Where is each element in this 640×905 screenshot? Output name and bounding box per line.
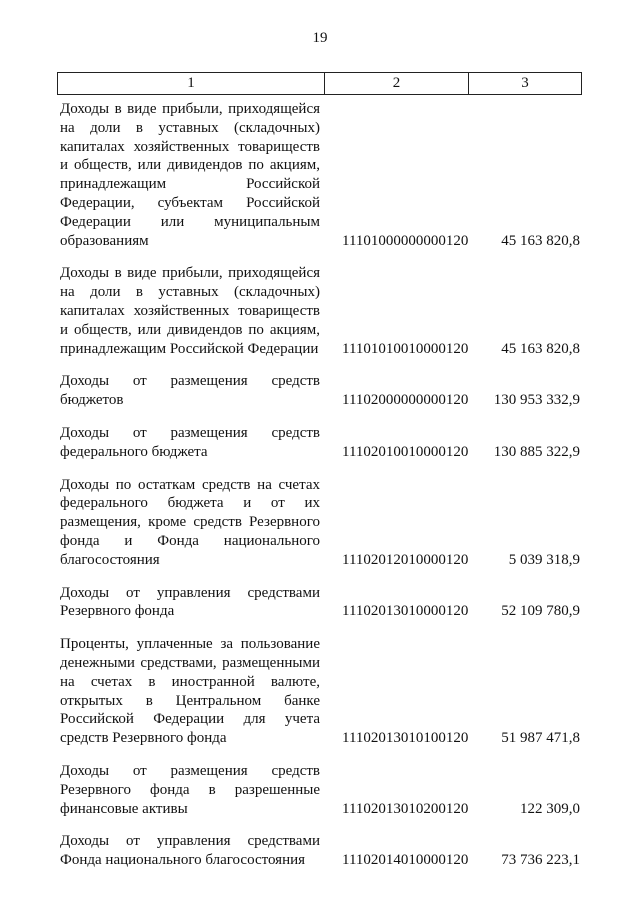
row-code: 11102010010000120 [342, 443, 469, 460]
column-header-2: 2 [325, 73, 469, 94]
table-row [60, 424, 580, 462]
row-amount: 73 736 223,1 [501, 852, 580, 869]
page-number: 19 [312, 30, 328, 46]
row-description: Доходы от управления средствами Резервного фонда [60, 584, 320, 620]
row-description: Доходы от размещения средств Резервного фонда в разрешенные финансовые активы [60, 762, 320, 817]
table-row [60, 476, 580, 570]
table-row [60, 264, 580, 358]
table-row [60, 762, 580, 818]
table-header-row [57, 72, 582, 95]
row-description: Доходы по остаткам средств на счетах федерального бюджета и от их размещения, кроме средств Резервного фонда и Фонда национального благосостояния [60, 476, 320, 568]
row-code: 11101000000000120 [342, 232, 469, 249]
row-code: 11102012010000120 [342, 551, 469, 568]
row-code: 11102000000000120 [342, 392, 469, 409]
column-header-3: 3 [521, 75, 529, 91]
row-description: Доходы от размещения средств федерального бюджета [60, 424, 320, 460]
table-row [60, 832, 580, 870]
row-amount: 51 987 471,8 [501, 730, 580, 747]
table-body [60, 100, 580, 884]
row-description: Доходы от размещения средств бюджетов [60, 373, 320, 409]
row-amount: 52 109 780,9 [501, 603, 580, 620]
row-description: Доходы от управления средствами Фонда национального благосостояния [60, 833, 320, 869]
row-description: Доходы в виде прибыли, приходящейся на доли в уставных (складочных) капиталах хозяйственных товариществ и обществ, или дивидендов по акциям, принадлежащим Российской Федерации, субъектам Российской Федерации или муниципальным образованиям [60, 101, 320, 249]
table-row [60, 372, 580, 410]
row-amount: 45 163 820,8 [501, 232, 580, 249]
table-row [60, 100, 580, 250]
row-code: 11101010010000120 [342, 340, 469, 357]
row-description: Доходы в виде прибыли, приходящейся на доли в уставных (складочных) капиталах хозяйственных товариществ и обществ, или дивидендов по акциям, принадлежащим Российской Федерации [60, 265, 320, 357]
table-row [60, 584, 580, 622]
row-code: 11102013010200120 [342, 800, 469, 817]
row-code: 11102013010100120 [342, 730, 469, 747]
row-amount: 122 309,0 [520, 800, 580, 817]
column-header-1: 1 [58, 73, 325, 94]
row-code: 11102014010000120 [342, 852, 469, 869]
row-code: 11102013010000120 [342, 603, 469, 620]
row-amount: 130 885 322,9 [493, 443, 580, 460]
row-amount: 45 163 820,8 [501, 340, 580, 357]
row-amount: 5 039 318,9 [508, 551, 580, 568]
table-row [60, 635, 580, 748]
row-amount: 130 953 332,9 [493, 392, 580, 409]
row-description: Проценты, уплаченные за пользование денежными средствами, размещенными на счетах в иностранной валюте, открытых в Центральном банке Российской Федерации для учета средств Резервного фонда [60, 636, 320, 747]
